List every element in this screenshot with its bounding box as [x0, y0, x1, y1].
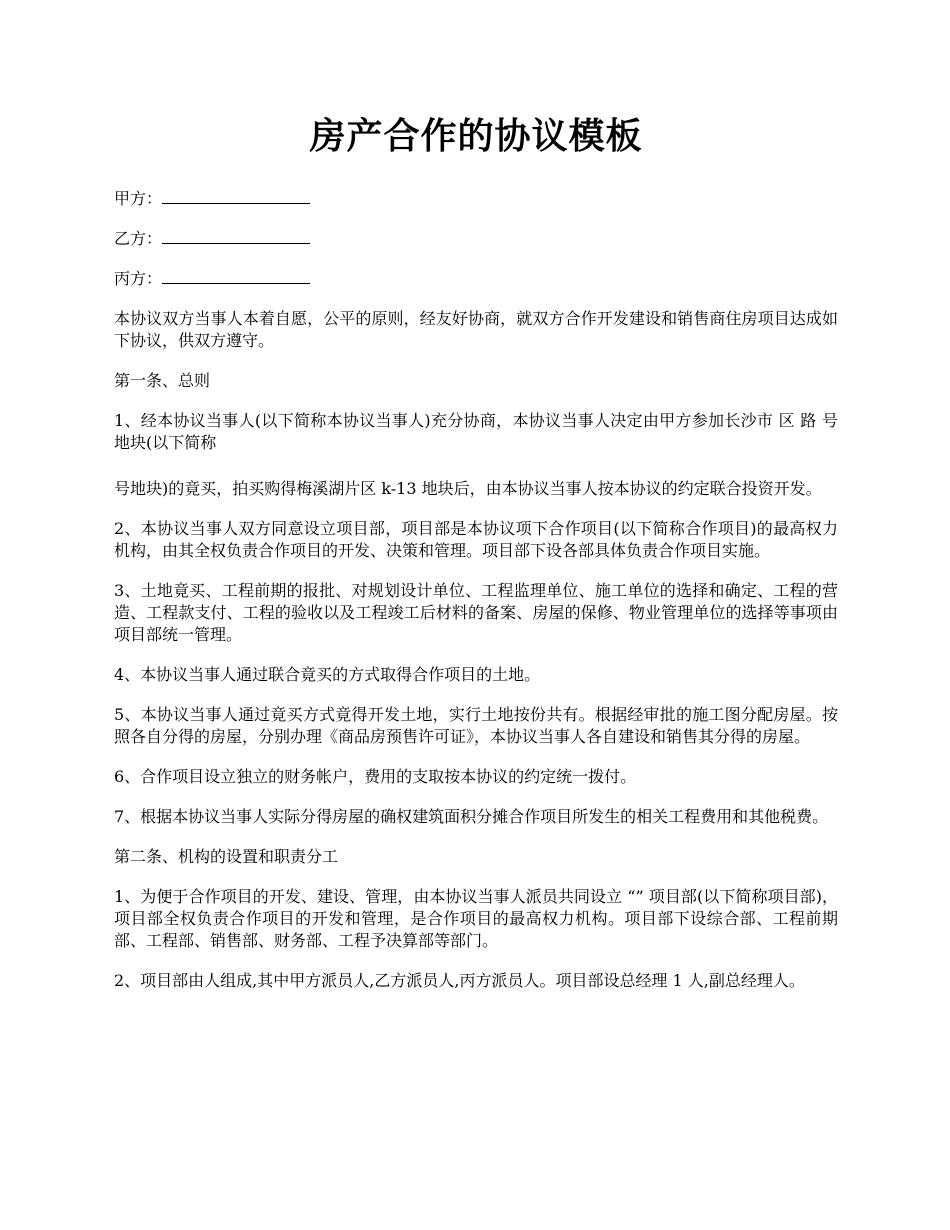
article-1-clause-3: 3、土地竟买、工程前期的报批、对规划设计单位、工程监理单位、施工单位的选择和确定、工程的营造、工程款支付、工程的验收以及工程竣工后材料的备案、房屋的保修、物业管理单位的选择等事项由项目部统一管理。 — [114, 581, 838, 644]
party-b-label: 乙方： — [114, 229, 163, 248]
party-c-label: 丙方： — [114, 269, 163, 288]
article-1-clause-4: 4、本协议当事人通过联合竟买的方式取得合作项目的土地。 — [114, 665, 541, 684]
article-1-clause-2: 2、本协议当事人双方同意设立项目部，项目部是本协议项下合作项目(以下简称合作项目)的最高权力机构，由其全权负责合作项目的开发、决策和管理。项目部下设各部具体负责合作项目实施。 — [114, 519, 838, 560]
party-b-blank — [162, 228, 310, 244]
intro-paragraph: 本协议双方当事人本着自愿，公平的原则，经友好协商，就双方合作开发建设和销售商住房项目达成如下协议，供双方遵守。 — [114, 309, 838, 350]
party-c-blank — [162, 268, 310, 284]
article-1-clause-7: 7、根据本协议当事人实际分得房屋的确权建筑面积分摊合作项目所发生的相关工程费用和其他税费。 — [114, 807, 829, 826]
party-c-line — [114, 268, 838, 290]
article-1-clause-1b: 号地块)的竟买，拍买购得梅溪湖片区 k-13 地块后，由本协议当事人按本协议的约定联合投资开发。 — [114, 479, 822, 498]
article-1-clause-1a: 1、经本协议当事人(以下简称本协议当事人)充分协商，本协议当事人决定由甲方参加长沙市 区 路 号地块(以下简称 — [114, 411, 838, 452]
party-b-line — [114, 228, 838, 250]
party-a-line — [114, 188, 838, 210]
article-2-clause-1: 1、为便于合作项目的开发、建设、管理，由本协议当事人派员共同设立 “” 项目部(以下简称项目部)，项目部全权负责合作项目的开发和管理，是合作项目的最高权力机构。项目部下设综合部、工程前期部、工程部、销售部、财务部、工程予决算部等部门。 — [114, 887, 838, 950]
article-1-clause-6: 6、合作项目设立独立的财务帐户，费用的支取按本协议的约定统一拨付。 — [114, 767, 637, 786]
article-1-heading: 第一条、总则 — [114, 371, 211, 390]
article-1-clause-5: 5、本协议当事人通过竟买方式竟得开发土地，实行土地按份共有。根据经审批的施工图分配房屋。按照各自分得的房屋，分别办理《商品房预售许可证》，本协议当事人各自建设和销售其分得的房屋。 — [114, 705, 838, 746]
party-a-blank — [162, 188, 310, 204]
document-title: 房产合作的协议模板 — [309, 115, 643, 157]
article-2-clause-2: 2、项目部由人组成,其中甲方派员人,乙方派员人,丙方派员人。项目部设总经理 1 人,副总经理人。 — [114, 971, 805, 990]
party-a-label: 甲方： — [114, 189, 163, 208]
article-2-heading: 第二条、机构的设置和职责分工 — [114, 847, 339, 866]
